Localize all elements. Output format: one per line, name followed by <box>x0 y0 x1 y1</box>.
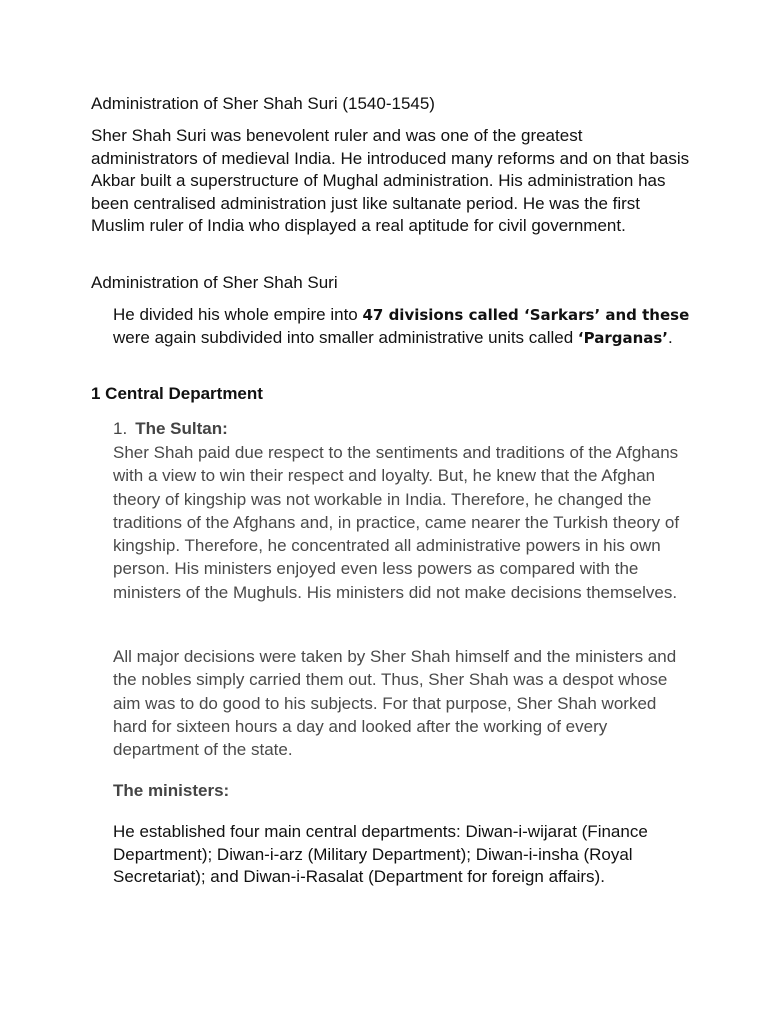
divisions-bold-1: 47 divisions called ‘Sarkars’ and these <box>362 306 690 324</box>
sultan-list-number: 1. <box>113 419 128 438</box>
ministers-paragraph: He established four main central departments: Diwan-i-wijarat (Finance Department); Diwan-i-arz (Military Department); Diwan-i-insha (Royal Secretariat); and Diwan-i-Rasalat (Department for foreign affairs). <box>113 822 648 887</box>
section-subheading: Administration of Sher Shah Suri <box>91 273 338 292</box>
ministers-heading: The ministers: <box>113 781 230 800</box>
intro-paragraph: Sher Shah Suri was benevolent ruler and was one of the greatest administrators of medieval India. He introduced many reforms and on that basis Akbar built a superstructure of Mughal administration. His administration has been centralised administration just like sultanate period. He was the first Muslim ruler of India who displayed a real aptitude for civil government. <box>91 126 690 236</box>
divisions-paragraph <box>113 304 693 349</box>
divisions-text-2: were again subdivided into smaller administrative units called <box>113 327 578 347</box>
sultan-label: The Sultan: <box>135 419 228 438</box>
sultan-paragraph-1: Sher Shah paid due respect to the sentiments and traditions of the Afghans with a view to win their respect and loyalty. But, he knew that the Afghan theory of kingship was not workable in India. Therefore, he changed the traditions of the Afghans and, in practice, came nearer the Turkish theory of kingship. Therefore, he concentrated all administrative powers in his own person. His ministers enjoyed even less powers as compared with the ministers of the Mughuls. His ministers did not make decisions themselves. <box>113 443 680 602</box>
divisions-text-3: . <box>668 327 673 347</box>
divisions-text-1: He divided his whole empire into <box>113 305 363 324</box>
sultan-paragraph-2: All major decisions were taken by Sher Shah himself and the ministers and the nobles simply carried them out. Thus, Sher Shah was a despot whose aim was to do good to his subjects. For that purpose, Sher Shah worked hard for sixteen hours a day and looked after the working of every department of the state. <box>113 647 677 760</box>
document-title: Administration of Sher Shah Suri (1540-1545) <box>91 94 435 113</box>
central-department-heading: 1 Central Department <box>91 384 263 403</box>
sultan-heading <box>113 418 228 440</box>
divisions-bold-2: ‘Parganas’ <box>577 328 669 347</box>
